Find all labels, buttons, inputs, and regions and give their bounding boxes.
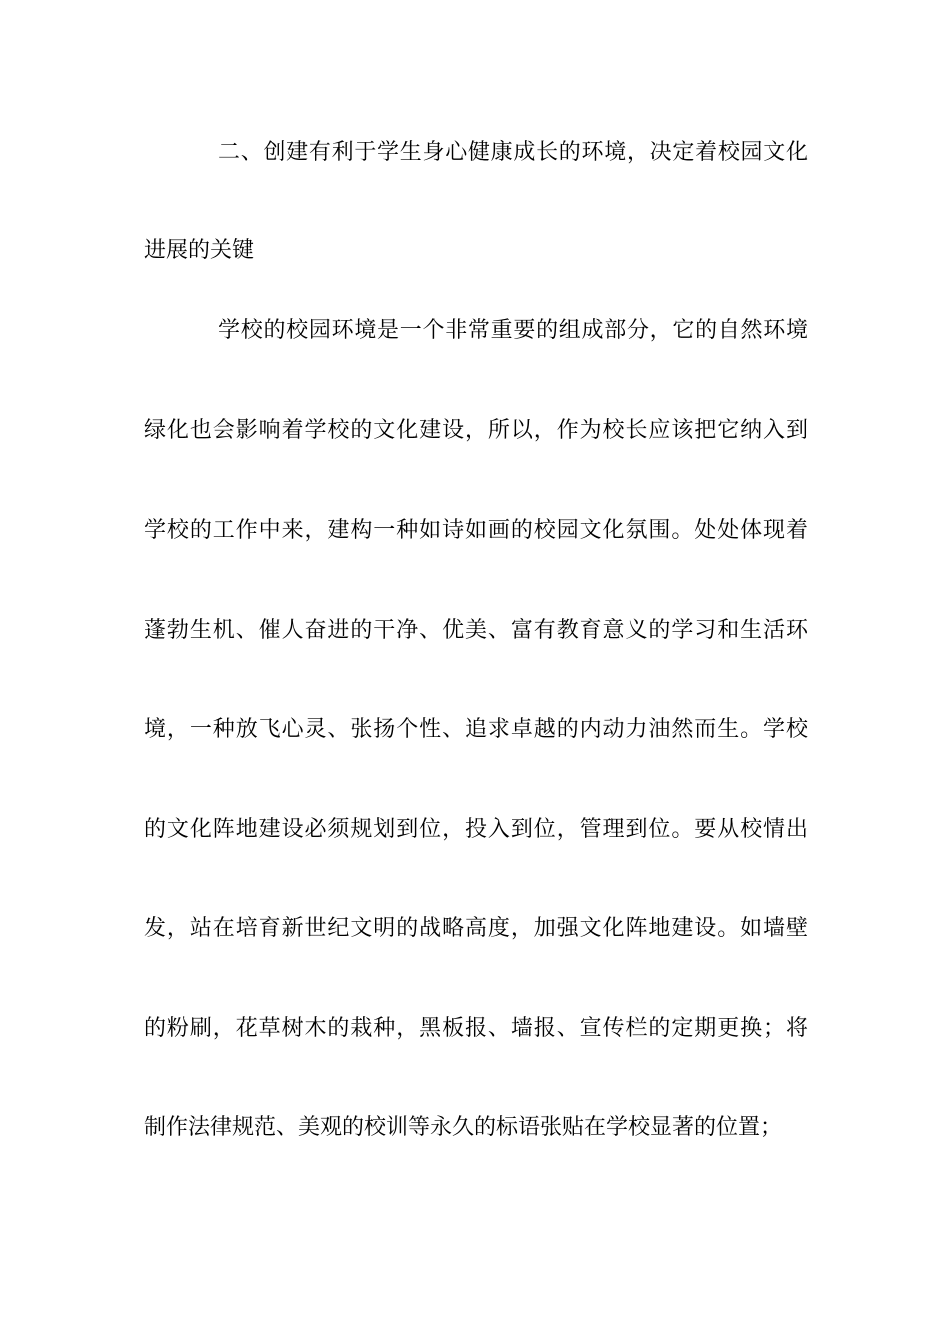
paragraph-line-4: 蓬勃生机、催人奋进的干净、优美、富有教育意义的学习和生活环 bbox=[144, 618, 808, 643]
paragraph-line-8: 的粉刷，花草树木的栽种，黑板报、墙报、宣传栏的定期更换；将 bbox=[144, 1016, 808, 1041]
paragraph-line-2: 绿化也会影响着学校的文化建设，所以，作为校长应该把它纳入到 bbox=[144, 418, 808, 443]
paragraph-line-5: 境，一种放飞心灵、张扬个性、追求卓越的内动力油然而生。学校 bbox=[144, 717, 808, 742]
paragraph-line-1: 学校的校园环境是一个非常重要的组成部分，它的自然环境 bbox=[218, 318, 808, 343]
paragraph-line-6: 的文化阵地建设必须规划到位，投入到位，管理到位。要从校情出 bbox=[144, 817, 808, 842]
section-heading-line-2: 进展的关键 bbox=[144, 238, 255, 263]
section-heading-line-1: 二、创建有利于学生身心健康成长的环境，决定着校园文化 bbox=[218, 140, 808, 165]
paragraph-line-7: 发，站在培育新世纪文明的战略高度，加强文化阵地建设。如墙壁 bbox=[144, 916, 808, 941]
paragraph-line-3: 学校的工作中来，建构一种如诗如画的校园文化氛围。处处体现着 bbox=[144, 518, 808, 543]
paragraph-line-9: 制作法律规范、美观的校训等永久的标语张贴在学校显著的位置； bbox=[144, 1115, 783, 1140]
